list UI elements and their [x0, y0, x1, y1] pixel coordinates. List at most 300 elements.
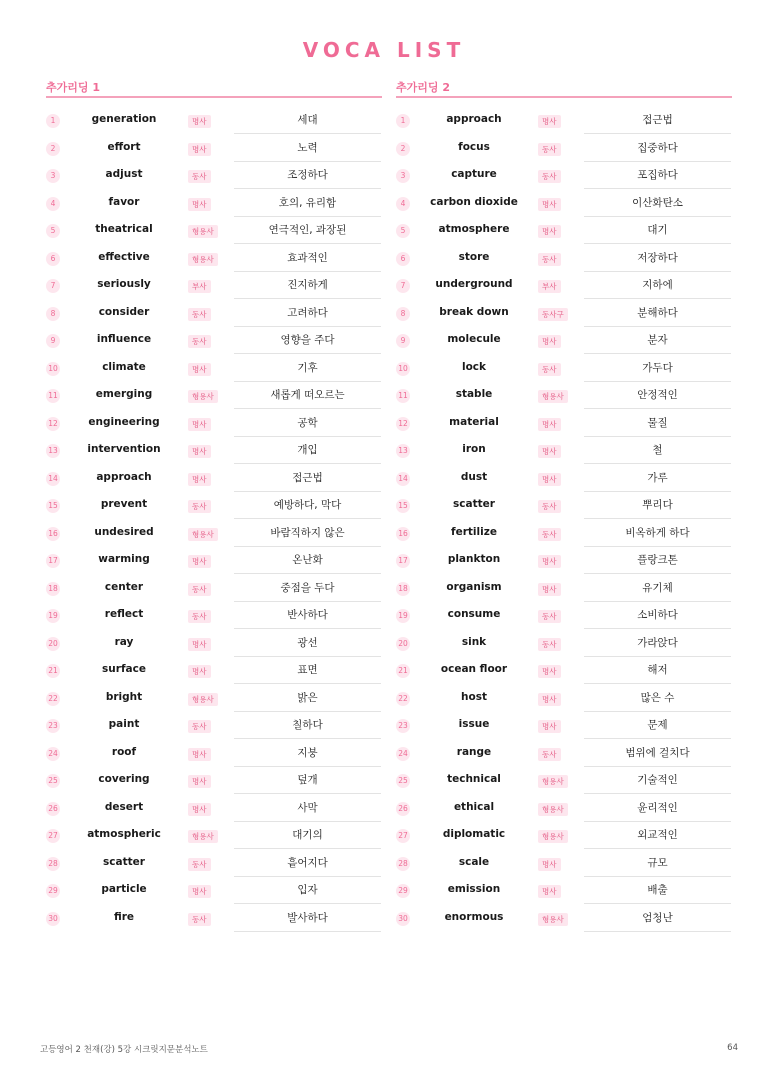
vocab-meaning: 덮개	[234, 772, 381, 794]
vocab-word: effective	[98, 250, 150, 263]
item-number: 7	[396, 279, 410, 293]
vocab-meaning: 대기	[584, 222, 731, 244]
item-number: 27	[46, 829, 60, 843]
section-heading: 추가리딩 2	[396, 79, 732, 98]
part-of-speech-badge: 명사	[188, 115, 211, 128]
item-number: 19	[396, 609, 410, 623]
vocab-row	[46, 549, 382, 577]
vocab-meaning: 접근법	[234, 470, 381, 492]
part-of-speech-badge: 명사	[188, 418, 211, 431]
vocab-word: scatter	[453, 498, 495, 510]
vocab-meaning: 해저	[584, 662, 731, 684]
vocab-meaning: 문제	[584, 717, 731, 739]
vocab-word: seriously	[97, 278, 151, 290]
vocab-row	[46, 137, 382, 165]
vocab-meaning: 기후	[234, 360, 381, 382]
vocab-word: fire	[113, 910, 135, 923]
part-of-speech-badge: 명사	[538, 418, 561, 431]
vocab-meaning: 범위에 걸치다	[584, 745, 731, 767]
vocab-row	[46, 439, 382, 467]
item-number: 15	[396, 499, 410, 513]
vocab-meaning: 안정적인	[584, 387, 731, 409]
vocab-word: desert	[104, 800, 144, 813]
vocab-row	[396, 687, 732, 715]
item-number: 7	[46, 279, 60, 293]
vocab-word: dust	[460, 470, 488, 483]
vocab-meaning: 호의, 유리함	[234, 195, 381, 217]
item-number: 29	[396, 884, 410, 898]
vocab-row	[396, 549, 732, 577]
vocab-row	[46, 604, 382, 632]
vocab-row	[46, 522, 382, 550]
item-number: 10	[396, 362, 410, 376]
part-of-speech-badge: 명사	[538, 555, 561, 568]
vocab-word: capture	[451, 168, 497, 180]
part-of-speech-badge: 명사	[538, 445, 561, 458]
part-of-speech-badge: 명사	[538, 473, 561, 486]
part-of-speech-badge: 동사	[538, 500, 561, 513]
part-of-speech-badge: 형용사	[188, 528, 218, 541]
item-number: 14	[46, 472, 60, 486]
vocab-row	[396, 357, 732, 385]
vocab-meaning: 영향을 주다	[234, 332, 381, 354]
vocab-meaning: 예방하다, 막다	[234, 497, 381, 519]
vocab-word: warming	[98, 553, 150, 565]
vocab-meaning: 플랑크톤	[584, 552, 731, 574]
vocab-meaning: 칠하다	[234, 717, 381, 739]
part-of-speech-badge: 동사	[538, 143, 561, 156]
vocab-row	[46, 769, 382, 797]
vocab-word: carbon dioxide	[430, 195, 518, 208]
item-number: 12	[396, 417, 410, 431]
section-2	[396, 79, 732, 934]
item-number: 28	[396, 857, 410, 871]
vocab-meaning: 철	[584, 442, 731, 464]
vocab-row	[46, 192, 382, 220]
item-number: 30	[46, 912, 60, 926]
vocab-meaning: 발사하다	[234, 910, 381, 932]
vocab-meaning: 대기의	[234, 827, 381, 849]
vocab-word: ray	[114, 635, 134, 648]
item-number: 1	[46, 114, 60, 128]
footer-text: 고등영어 2 천재(강) 5강 시크릿지문분석노트	[40, 1045, 208, 1055]
vocab-meaning: 집중하다	[584, 140, 731, 162]
item-number: 28	[46, 857, 60, 871]
vocab-meaning: 바람직하지 않은	[234, 525, 381, 547]
vocab-meaning: 흩어지다	[234, 855, 381, 877]
vocab-meaning: 많은 수	[584, 690, 731, 712]
vocab-row	[46, 412, 382, 440]
vocab-word: surface	[102, 663, 146, 675]
vocab-row	[46, 302, 382, 330]
part-of-speech-badge: 동사	[538, 170, 561, 183]
vocab-row	[396, 714, 732, 742]
part-of-speech-badge: 동사	[538, 748, 561, 761]
part-of-speech-badge: 명사	[188, 198, 211, 211]
item-number: 4	[46, 197, 60, 211]
section-heading: 추가리딩 1	[46, 79, 382, 98]
vocab-word: influence	[96, 333, 152, 345]
vocab-word: consume	[447, 608, 501, 620]
part-of-speech-badge: 명사	[538, 665, 561, 678]
vocab-meaning: 접근법	[584, 112, 731, 134]
vocab-row	[46, 329, 382, 357]
vocab-meaning: 광선	[234, 635, 381, 657]
part-of-speech-badge: 명사	[188, 665, 211, 678]
item-number: 29	[46, 884, 60, 898]
vocab-meaning: 진지하게	[234, 277, 381, 299]
item-number: 12	[46, 417, 60, 431]
vocab-row	[46, 714, 382, 742]
part-of-speech-badge: 명사	[188, 143, 211, 156]
vocab-word: lock	[461, 360, 487, 373]
vocab-word: store	[458, 250, 490, 263]
item-number: 23	[46, 719, 60, 733]
item-number: 1	[396, 114, 410, 128]
item-number: 11	[46, 389, 60, 403]
vocab-row	[396, 329, 732, 357]
item-number: 3	[396, 169, 410, 183]
vocab-row	[396, 797, 732, 825]
vocab-row	[46, 247, 382, 275]
item-number: 18	[46, 582, 60, 596]
item-number: 24	[46, 747, 60, 761]
item-number: 17	[396, 554, 410, 568]
vocab-list	[46, 109, 382, 934]
vocab-row	[396, 247, 732, 275]
vocab-word: climate	[102, 360, 146, 373]
vocab-word: iron	[462, 443, 486, 455]
item-number: 13	[46, 444, 60, 458]
item-number: 23	[396, 719, 410, 733]
vocab-row	[396, 384, 732, 412]
vocab-row	[46, 577, 382, 605]
vocab-meaning: 외교적인	[584, 827, 731, 849]
item-number: 15	[46, 499, 60, 513]
part-of-speech-badge: 동사	[188, 858, 211, 871]
vocab-meaning: 배출	[584, 882, 731, 904]
item-number: 9	[396, 334, 410, 348]
item-number: 16	[396, 527, 410, 541]
vocab-row	[46, 797, 382, 825]
vocab-word: consider	[98, 305, 150, 318]
vocab-meaning: 세대	[234, 112, 381, 134]
part-of-speech-badge: 명사	[538, 720, 561, 733]
vocab-row	[396, 274, 732, 302]
vocab-word: enormous	[444, 910, 504, 923]
vocab-meaning: 분해하다	[584, 305, 731, 327]
part-of-speech-badge: 동사	[538, 610, 561, 623]
vocab-word: emission	[447, 883, 501, 895]
part-of-speech-badge: 명사	[538, 583, 561, 596]
vocab-meaning: 가루	[584, 470, 731, 492]
item-number: 24	[396, 747, 410, 761]
vocab-word: sink	[461, 635, 487, 648]
vocab-word: atmosphere	[438, 223, 510, 235]
vocab-word: generation	[91, 113, 157, 125]
vocab-word: scale	[458, 855, 490, 868]
vocab-meaning: 공학	[234, 415, 381, 437]
vocab-word: diplomatic	[442, 828, 506, 840]
item-number: 26	[396, 802, 410, 816]
vocab-word: underground	[435, 278, 513, 290]
vocab-word: atmospheric	[87, 828, 161, 840]
vocab-meaning: 조정하다	[234, 167, 381, 189]
part-of-speech-badge: 명사	[538, 693, 561, 706]
vocab-meaning: 가두다	[584, 360, 731, 382]
item-number: 19	[46, 609, 60, 623]
vocab-meaning: 엄청난	[584, 910, 731, 932]
item-number: 20	[396, 637, 410, 651]
vocab-row	[396, 467, 732, 495]
vocab-meaning: 분자	[584, 332, 731, 354]
item-number: 22	[396, 692, 410, 706]
part-of-speech-badge: 명사	[188, 363, 211, 376]
vocab-word: ethical	[453, 800, 495, 813]
vocab-row	[396, 907, 732, 935]
part-of-speech-badge: 명사	[538, 885, 561, 898]
vocab-row	[46, 907, 382, 935]
vocab-meaning: 유기체	[584, 580, 731, 602]
vocab-word: range	[456, 745, 492, 758]
vocab-word: favor	[108, 195, 140, 208]
vocab-word: material	[449, 415, 499, 428]
vocab-row	[46, 109, 382, 137]
vocab-meaning: 윤리적인	[584, 800, 731, 822]
part-of-speech-badge: 명사	[538, 335, 561, 348]
vocab-row	[396, 879, 732, 907]
page-title: VOCA LIST	[302, 38, 466, 62]
part-of-speech-badge: 명사	[188, 445, 211, 458]
item-number: 21	[396, 664, 410, 678]
vocab-word: undesired	[94, 525, 154, 538]
item-number: 2	[46, 142, 60, 156]
vocab-word: bright	[105, 690, 143, 703]
part-of-speech-badge: 명사	[188, 473, 211, 486]
section-1	[46, 79, 382, 934]
vocab-meaning: 지붕	[234, 745, 381, 767]
vocab-row	[396, 742, 732, 770]
part-of-speech-badge: 명사	[188, 638, 211, 651]
item-number: 18	[396, 582, 410, 596]
part-of-speech-badge: 명사	[188, 803, 211, 816]
vocab-word: adjust	[105, 168, 143, 180]
vocab-word: roof	[111, 745, 137, 758]
item-number: 6	[46, 252, 60, 266]
vocab-row	[396, 137, 732, 165]
part-of-speech-badge: 형용사	[538, 775, 568, 788]
vocab-row	[396, 632, 732, 660]
item-number: 16	[46, 527, 60, 541]
part-of-speech-badge: 동사	[188, 170, 211, 183]
vocab-word: emerging	[95, 388, 153, 400]
vocab-row	[46, 219, 382, 247]
vocab-row	[396, 604, 732, 632]
part-of-speech-badge: 동사	[538, 363, 561, 376]
part-of-speech-badge: 형용사	[188, 253, 218, 266]
vocab-meaning: 사막	[234, 800, 381, 822]
vocab-word: theatrical	[95, 223, 153, 235]
item-number: 14	[396, 472, 410, 486]
item-number: 17	[46, 554, 60, 568]
item-number: 4	[396, 197, 410, 211]
vocab-word: reflect	[104, 608, 144, 620]
vocab-word: plankton	[447, 553, 501, 565]
vocab-word: particle	[101, 883, 147, 895]
part-of-speech-badge: 부사	[188, 280, 211, 293]
part-of-speech-badge: 동사	[188, 335, 211, 348]
vocab-row	[396, 439, 732, 467]
vocab-row	[396, 192, 732, 220]
vocab-word: issue	[458, 718, 490, 730]
item-number: 25	[396, 774, 410, 788]
part-of-speech-badge: 형용사	[538, 803, 568, 816]
vocab-row	[46, 852, 382, 880]
part-of-speech-badge: 동사	[188, 500, 211, 513]
vocab-row	[396, 494, 732, 522]
part-of-speech-badge: 명사	[538, 225, 561, 238]
part-of-speech-badge: 명사	[538, 198, 561, 211]
item-number: 13	[396, 444, 410, 458]
vocab-word: molecule	[447, 333, 501, 345]
vocab-row	[46, 164, 382, 192]
vocab-meaning: 표면	[234, 662, 381, 684]
part-of-speech-badge: 동사구	[538, 308, 568, 321]
item-number: 10	[46, 362, 60, 376]
part-of-speech-badge: 동사	[538, 528, 561, 541]
vocab-word: focus	[458, 140, 490, 153]
item-number: 3	[46, 169, 60, 183]
vocab-meaning: 밝은	[234, 690, 381, 712]
part-of-speech-badge: 동사	[538, 253, 561, 266]
vocab-meaning: 새롭게 떠오르는	[234, 387, 381, 409]
vocab-row	[46, 879, 382, 907]
item-number: 8	[46, 307, 60, 321]
part-of-speech-badge: 동사	[188, 720, 211, 733]
vocab-meaning: 뿌리다	[584, 497, 731, 519]
vocab-word: covering	[98, 773, 150, 785]
vocab-meaning: 물질	[584, 415, 731, 437]
part-of-speech-badge: 명사	[188, 885, 211, 898]
vocab-meaning: 노력	[234, 140, 381, 162]
part-of-speech-badge: 동사	[188, 308, 211, 321]
vocab-meaning: 온난화	[234, 552, 381, 574]
vocab-word: approach	[96, 470, 152, 483]
item-number: 22	[46, 692, 60, 706]
item-number: 26	[46, 802, 60, 816]
vocab-row	[46, 824, 382, 852]
vocab-meaning: 고려하다	[234, 305, 381, 327]
vocab-meaning: 개입	[234, 442, 381, 464]
part-of-speech-badge: 동사	[538, 638, 561, 651]
item-number: 5	[396, 224, 410, 238]
vocab-row	[396, 852, 732, 880]
vocab-word: scatter	[103, 855, 145, 868]
vocab-meaning: 기술적인	[584, 772, 731, 794]
item-number: 8	[396, 307, 410, 321]
item-number: 6	[396, 252, 410, 266]
vocab-row	[46, 687, 382, 715]
part-of-speech-badge: 형용사	[188, 390, 218, 403]
part-of-speech-badge: 명사	[188, 555, 211, 568]
vocab-row	[396, 412, 732, 440]
vocab-meaning: 비옥하게 하다	[584, 525, 731, 547]
vocab-row	[46, 384, 382, 412]
vocab-row	[396, 164, 732, 192]
part-of-speech-badge: 형용사	[538, 913, 568, 926]
vocab-row	[46, 742, 382, 770]
vocab-row	[46, 494, 382, 522]
item-number: 30	[396, 912, 410, 926]
part-of-speech-badge: 형용사	[188, 225, 218, 238]
part-of-speech-badge: 동사	[188, 913, 211, 926]
vocab-meaning: 저장하다	[584, 250, 731, 272]
vocab-word: break down	[439, 305, 509, 318]
vocab-row	[396, 577, 732, 605]
vocab-row	[396, 824, 732, 852]
vocab-meaning: 지하에	[584, 277, 731, 299]
vocab-list	[396, 109, 732, 934]
vocab-row	[396, 219, 732, 247]
item-number: 27	[396, 829, 410, 843]
part-of-speech-badge: 명사	[538, 115, 561, 128]
vocab-word: host	[461, 690, 487, 703]
item-number: 21	[46, 664, 60, 678]
vocab-meaning: 소비하다	[584, 607, 731, 629]
vocab-word: effort	[107, 140, 141, 153]
item-number: 25	[46, 774, 60, 788]
vocab-meaning: 포집하다	[584, 167, 731, 189]
vocab-row	[396, 769, 732, 797]
vocab-meaning: 규모	[584, 855, 731, 877]
part-of-speech-badge: 부사	[538, 280, 561, 293]
vocab-row	[396, 109, 732, 137]
vocab-word: engineering	[88, 415, 160, 428]
item-number: 9	[46, 334, 60, 348]
vocab-word: organism	[446, 580, 502, 593]
part-of-speech-badge: 형용사	[538, 390, 568, 403]
vocab-row	[46, 632, 382, 660]
part-of-speech-badge: 형용사	[188, 693, 218, 706]
vocab-word: intervention	[87, 443, 161, 455]
vocab-row	[46, 357, 382, 385]
vocab-row	[396, 659, 732, 687]
vocab-row	[396, 522, 732, 550]
part-of-speech-badge: 동사	[188, 610, 211, 623]
vocab-meaning: 가라앉다	[584, 635, 731, 657]
vocab-word: approach	[446, 113, 502, 125]
part-of-speech-badge: 형용사	[538, 830, 568, 843]
part-of-speech-badge: 명사	[188, 748, 211, 761]
part-of-speech-badge: 명사	[538, 858, 561, 871]
vocab-row	[46, 274, 382, 302]
page-number: 64	[727, 1043, 738, 1053]
vocab-word: center	[104, 580, 144, 593]
item-number: 20	[46, 637, 60, 651]
item-number: 5	[46, 224, 60, 238]
vocab-meaning: 연극적인, 과장된	[234, 222, 381, 244]
vocab-meaning: 이산화탄소	[584, 195, 731, 217]
vocab-word: fertilize	[451, 525, 497, 538]
vocab-word: ocean floor	[440, 663, 508, 675]
vocab-meaning: 입자	[234, 882, 381, 904]
vocab-word: technical	[447, 773, 501, 785]
vocab-meaning: 효과적인	[234, 250, 381, 272]
vocab-row	[46, 467, 382, 495]
part-of-speech-badge: 명사	[188, 775, 211, 788]
vocab-meaning: 반사하다	[234, 607, 381, 629]
vocab-word: paint	[108, 718, 140, 730]
